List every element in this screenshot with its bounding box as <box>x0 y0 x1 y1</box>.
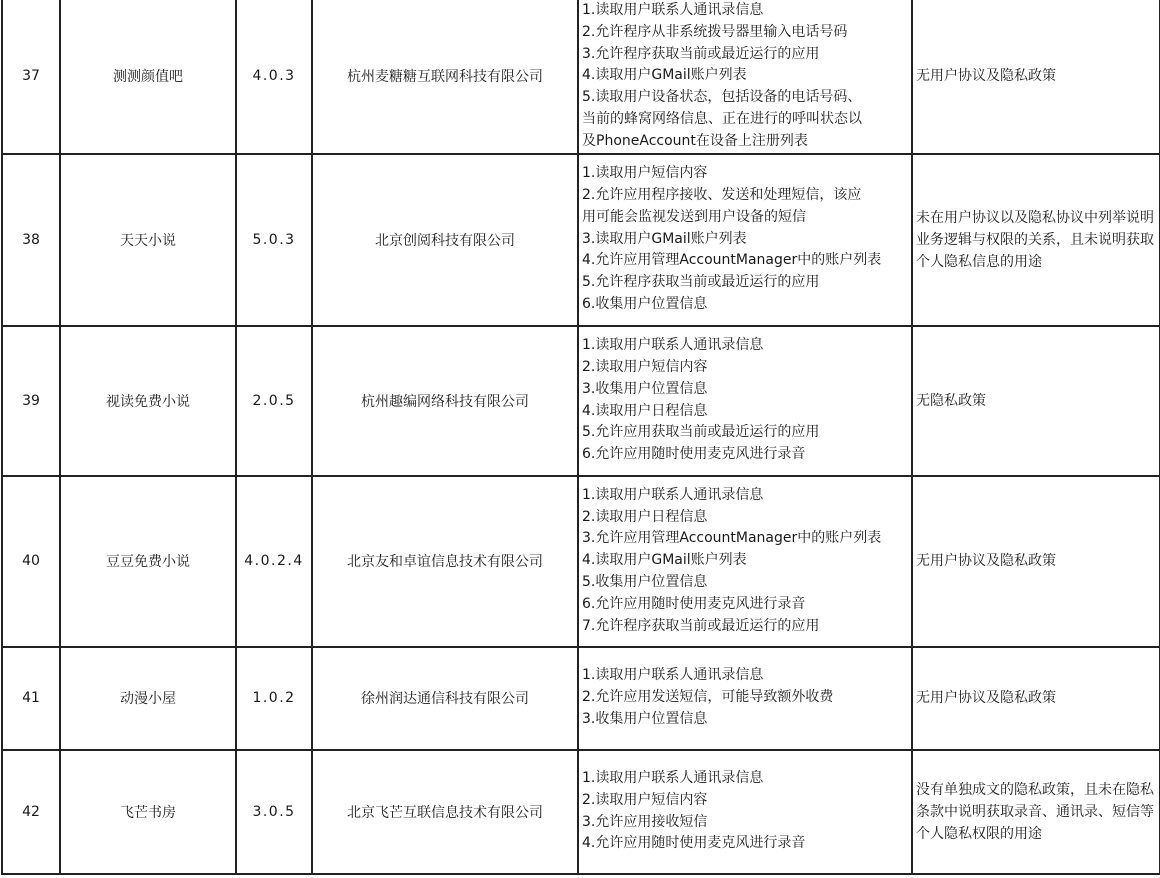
permission-list <box>578 750 912 874</box>
table-row <box>2 647 1160 750</box>
app-name: 测测颜值吧 <box>60 0 236 154</box>
permission-item: 6.允许应用随时使用麦克风进行录音 <box>582 446 806 463</box>
row-number: 40 <box>2 476 60 647</box>
row-number: 41 <box>2 647 60 750</box>
issue-description: 没有单独成文的隐私政策，且未在隐私条款中说明获取录音、通讯录、短信等个人隐私权限的用途 <box>912 750 1160 874</box>
permission-item: 5.读取用户设备状态，包括设备的电话号码、 <box>582 89 862 106</box>
permission-item: 5.收集用户位置信息 <box>582 573 708 590</box>
permission-list <box>578 0 912 154</box>
issue-description: 未在用户协议以及隐私协议中列举说明业务逻辑与权限的关系，且未说明获取个人隐私信息的用途 <box>912 154 1160 326</box>
table-row <box>2 750 1160 874</box>
permission-list <box>578 647 912 750</box>
app-version: 3.0.5 <box>236 750 312 874</box>
permission-item: 3.允许应用接收短信 <box>582 813 708 830</box>
permission-item: 1.读取用户联系人通讯录信息 <box>582 2 764 18</box>
company-name: 杭州麦糖糖互联网科技有限公司 <box>312 0 578 154</box>
permission-item: 2.允许应用发送短信，可能导致额外收费 <box>582 689 834 706</box>
app-version: 5.0.3 <box>236 154 312 326</box>
permission-item: 3.允许程序获取当前或最近运行的应用 <box>582 45 820 62</box>
permission-item: 1.读取用户联系人通讯录信息 <box>582 486 764 503</box>
permission-item: 1.读取用户短信内容 <box>582 165 708 182</box>
permission-item: 3.允许应用管理AccountManager中的账户列表 <box>582 530 882 547</box>
app-name: 飞芒书房 <box>60 750 236 874</box>
permission-item: 4.允许应用管理AccountManager中的账户列表 <box>582 252 882 269</box>
permission-item: 4.读取用户日程信息 <box>582 402 708 419</box>
company-name: 徐州润达通信科技有限公司 <box>312 647 578 750</box>
table-body <box>2 0 1160 874</box>
app-version: 4.0.3 <box>236 0 312 154</box>
row-number: 37 <box>2 0 60 154</box>
permission-item: 6.收集用户位置信息 <box>582 296 708 313</box>
permission-item: 当前的蜂窝网络信息、正在进行的呼叫状态以 <box>582 110 862 127</box>
permission-item: 2.读取用户日程信息 <box>582 508 708 525</box>
permission-item: 用可能会监视发送到用户设备的短信 <box>582 208 806 225</box>
permission-item: 5.允许程序获取当前或最近运行的应用 <box>582 274 820 291</box>
permission-list <box>578 476 912 647</box>
permission-item: 2.允许应用程序接收、发送和处理短信，该应 <box>582 187 862 204</box>
issue-description: 无隐私政策 <box>912 326 1160 476</box>
issue-description: 无用户协议及隐私政策 <box>912 0 1160 154</box>
company-name: 杭州趣编网络科技有限公司 <box>312 326 578 476</box>
app-violation-table <box>1 0 1160 875</box>
issue-description: 无用户协议及隐私政策 <box>912 476 1160 647</box>
permission-item: 7.允许程序获取当前或最近运行的应用 <box>582 617 820 634</box>
permission-list <box>578 154 912 326</box>
table-row <box>2 326 1160 476</box>
table-row <box>2 154 1160 326</box>
permission-item: 1.读取用户联系人通讯录信息 <box>582 667 764 684</box>
table-row <box>2 0 1160 154</box>
permission-item: 2.读取用户短信内容 <box>582 358 708 375</box>
company-name: 北京友和卓谊信息技术有限公司 <box>312 476 578 647</box>
table-row <box>2 476 1160 647</box>
company-name: 北京创阅科技有限公司 <box>312 154 578 326</box>
app-version: 1.0.2 <box>236 647 312 750</box>
permission-item: 6.允许应用随时使用麦克风进行录音 <box>582 595 806 612</box>
app-name: 豆豆免费小说 <box>60 476 236 647</box>
issue-description: 无用户协议及隐私政策 <box>912 647 1160 750</box>
row-number: 42 <box>2 750 60 874</box>
company-name: 北京飞芒互联信息技术有限公司 <box>312 750 578 874</box>
permission-item: 4.读取用户GMail账户列表 <box>582 552 747 569</box>
app-name: 视读免费小说 <box>60 326 236 476</box>
permission-item: 3.读取用户GMail账户列表 <box>582 230 747 247</box>
permission-item: 2.允许程序从非系统拨号器里输入电话号码 <box>582 23 848 40</box>
permission-item: 3.收集用户位置信息 <box>582 380 708 397</box>
app-version: 4.0.2.4 <box>236 476 312 647</box>
permission-item: 4.读取用户GMail账户列表 <box>582 67 747 84</box>
permission-item: 4.允许应用随时使用麦克风进行录音 <box>582 835 806 852</box>
row-number: 39 <box>2 326 60 476</box>
app-version: 2.0.5 <box>236 326 312 476</box>
permission-item: 及PhoneAccount在设备上注册列表 <box>582 132 808 149</box>
permission-item: 1.读取用户联系人通讯录信息 <box>582 337 764 354</box>
permission-item: 5.允许应用获取当前或最近运行的应用 <box>582 424 820 441</box>
row-number: 38 <box>2 154 60 326</box>
permission-item: 1.读取用户联系人通讯录信息 <box>582 769 764 786</box>
permission-item: 2.读取用户短信内容 <box>582 791 708 808</box>
app-name: 动漫小屋 <box>60 647 236 750</box>
app-name: 天天小说 <box>60 154 236 326</box>
permission-item: 3.收集用户位置信息 <box>582 710 708 727</box>
permission-list <box>578 326 912 476</box>
